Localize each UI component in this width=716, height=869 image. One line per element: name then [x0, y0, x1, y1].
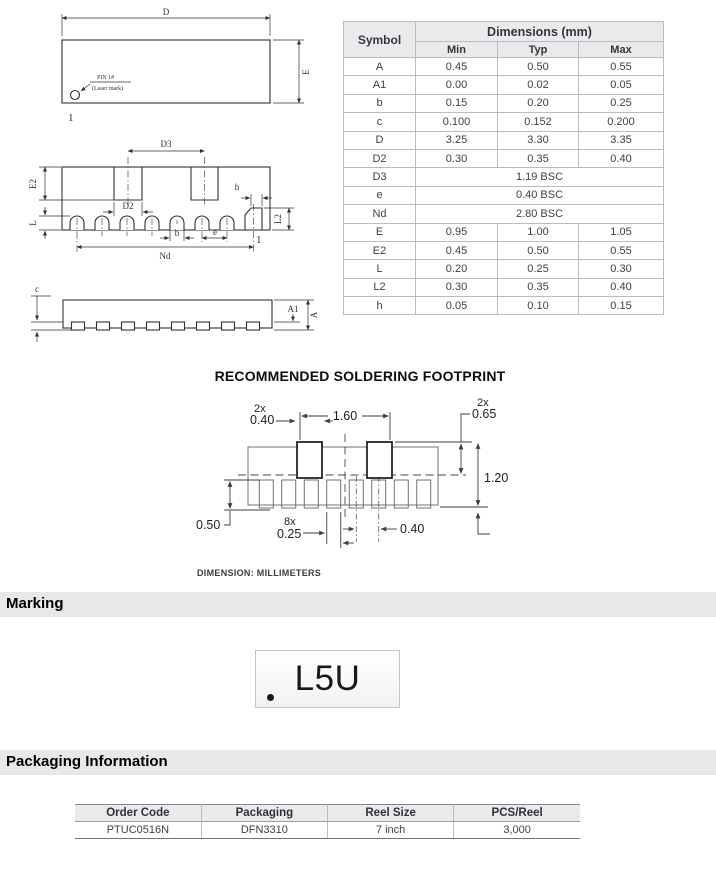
dim-value: 0.20: [416, 260, 498, 278]
lead: [172, 322, 185, 330]
dim-label-Nd: Nd: [159, 251, 171, 261]
marking-section-title: Marking: [6, 595, 64, 612]
dim-0_40-pitch: 0.40: [400, 522, 425, 536]
dim-value: 0.15: [416, 94, 498, 112]
packaging-cell: PTUC0516N: [75, 822, 201, 839]
dim-0_25: 0.25: [277, 527, 302, 541]
dim-value: 2.80 BSC: [416, 205, 664, 223]
dim-row-c: [344, 113, 664, 131]
packaging-col-reel-size: Reel Size: [328, 805, 454, 822]
laser-mark-label: (Laser mark): [92, 86, 124, 92]
dim-row-L: [344, 260, 664, 278]
dim-value: 0.15: [579, 297, 664, 315]
dim-symbol: e: [344, 186, 416, 204]
dim-row-E: [344, 223, 664, 241]
dim-value: 3.25: [416, 131, 498, 149]
column-header-min: Min: [416, 42, 498, 58]
dim-row-e: [344, 186, 664, 204]
marking-section-header: [0, 592, 716, 617]
dim-label-D: D: [162, 7, 170, 17]
lead: [72, 322, 85, 330]
packaging-row: [75, 822, 580, 839]
marking-box: [255, 650, 400, 708]
dim-1_60: 1.60: [332, 409, 358, 423]
packaging-col-pcs-reel: PCS/Reel: [454, 805, 580, 822]
lead: [197, 322, 210, 330]
dim-label-A: A: [309, 311, 319, 319]
packaging-table: [75, 804, 580, 839]
packaging-cell: DFN3310: [201, 822, 327, 839]
dim-value: 0.05: [579, 76, 664, 94]
dim-value: 0.35: [498, 278, 579, 296]
dim-symbol: L2: [344, 278, 416, 296]
packaging-cell: 7 inch: [328, 822, 454, 839]
footprint-pad: [327, 480, 341, 508]
dim-value: 1.19 BSC: [416, 168, 664, 186]
dim-symbol: D3: [344, 168, 416, 186]
dim-8x: 8x: [284, 516, 296, 528]
soldering-footprint-drawing: [190, 392, 530, 564]
dim-value: 0.50: [498, 58, 579, 76]
dim-label-L2: L2: [273, 214, 283, 224]
dim-value: 0.30: [416, 278, 498, 296]
dimensions-group-header: Dimensions (mm): [416, 22, 664, 42]
dim-2x-a: 2x: [254, 403, 266, 415]
package-outline: [248, 447, 438, 505]
dim-value: 0.40: [579, 278, 664, 296]
dim-label-e: e: [213, 227, 217, 237]
dim-row-D: [344, 131, 664, 149]
dim-row-h: [344, 297, 664, 315]
packaging-col-packaging: Packaging: [201, 805, 327, 822]
dim-value: 0.35: [498, 149, 579, 167]
package-bottom-view-drawing: [15, 128, 340, 262]
dim-value: 0.10: [498, 297, 579, 315]
dim-symbol: h: [344, 297, 416, 315]
dim-value: 0.45: [416, 58, 498, 76]
dimensions-table: [343, 21, 664, 315]
dim-value: 0.40 BSC: [416, 186, 664, 204]
package-body-outline: [62, 167, 270, 230]
dim-1_20: 1.20: [484, 471, 509, 485]
pin1-number: 1: [68, 112, 74, 124]
dim-value: 0.00: [416, 76, 498, 94]
dim-value: 0.55: [579, 58, 664, 76]
footprint-pad: [304, 480, 318, 508]
dim-value: 0.40: [579, 149, 664, 167]
footprint-pad: [394, 480, 408, 508]
dim-value: 1.00: [498, 223, 579, 241]
dim-value: 0.95: [416, 223, 498, 241]
dim-label-b: b: [174, 228, 180, 238]
dim-value: 0.45: [416, 241, 498, 259]
dim-value: 0.20: [498, 94, 579, 112]
lead: [97, 322, 110, 330]
package-top-view-drawing: [18, 5, 338, 127]
dim-label-E: E: [301, 69, 311, 75]
dim-value: 0.30: [416, 149, 498, 167]
dim-row-D3: [344, 168, 664, 186]
footprint-title: RECOMMENDED SOLDERING FOOTPRINT: [214, 368, 506, 384]
pin1-label: PIN 1#: [97, 75, 115, 81]
dim-symbol: E2: [344, 241, 416, 259]
dim-symbol: A: [344, 58, 416, 76]
dim-value: 3.35: [579, 131, 664, 149]
package-side-view-drawing: [15, 278, 335, 350]
dim-row-L2: [344, 278, 664, 296]
dim-value: 1.05: [579, 223, 664, 241]
dimension-note: DIMENSION: MILLIMETERS: [197, 568, 322, 578]
dim-symbol: b: [344, 94, 416, 112]
marking-code: L5U: [294, 659, 361, 698]
column-header-typ: Typ: [498, 42, 579, 58]
dim-value: 0.05: [416, 297, 498, 315]
dim-symbol: L: [344, 260, 416, 278]
dim-value: 0.02: [498, 76, 579, 94]
packaging-section-header: [0, 750, 716, 775]
dim-value: 0.25: [579, 94, 664, 112]
dim-symbol: c: [344, 113, 416, 131]
packaging-cell: 3,000: [454, 822, 580, 839]
dim-symbol: A1: [344, 76, 416, 94]
dim-label-h: h: [234, 182, 240, 192]
dim-value: 3.30: [498, 131, 579, 149]
packaging-section-title: Packaging Information: [6, 753, 168, 770]
dim-label-c: c: [35, 284, 39, 294]
dim-label-E2: E2: [28, 179, 38, 189]
dim-label-D2: D2: [122, 201, 134, 211]
lead: [147, 322, 160, 330]
pin1-number: 1: [256, 234, 262, 246]
dim-row-b: [344, 94, 664, 112]
dim-value: 0.25: [498, 260, 579, 278]
footprint-pad: [282, 480, 296, 508]
symbol-header: Symbol: [344, 22, 416, 58]
footprint-pad: [417, 480, 431, 508]
dim-value: 0.30: [579, 260, 664, 278]
dim-label-A1: A1: [287, 304, 299, 314]
package-body-outline: [62, 40, 270, 103]
dim-0_65: 0.65: [472, 407, 497, 421]
column-header-max: Max: [579, 42, 664, 58]
dim-symbol: D: [344, 131, 416, 149]
dim-label-L: L: [28, 220, 38, 226]
dim-value: 0.100: [416, 113, 498, 131]
lead: [222, 322, 235, 330]
dim-symbol: Nd: [344, 205, 416, 223]
dim-0_40-pad: 0.40: [250, 413, 275, 427]
dim-row-A1: [344, 76, 664, 94]
dim-0_50: 0.50: [196, 518, 221, 532]
footprint-pad: [259, 480, 273, 508]
thermal-pad: [297, 442, 322, 478]
lead: [122, 322, 135, 330]
packaging-col-order-code: Order Code: [75, 805, 201, 822]
dim-symbol: E: [344, 223, 416, 241]
thermal-pad: [367, 442, 392, 478]
package-body-outline: [63, 300, 272, 328]
dim-symbol: D2: [344, 149, 416, 167]
packaging-header-row: [75, 805, 580, 822]
dim-label-D3: D3: [160, 139, 172, 149]
pin1-dot-icon: [267, 694, 274, 701]
dim-row-D2: [344, 149, 664, 167]
dim-value: 0.50: [498, 241, 579, 259]
dim-row-Nd: [344, 205, 664, 223]
lead: [247, 322, 260, 330]
dim-value: 0.200: [579, 113, 664, 131]
dim-row-A: [344, 58, 664, 76]
dim-row-E2: [344, 241, 664, 259]
dim-value: 0.55: [579, 241, 664, 259]
dim-value: 0.152: [498, 113, 579, 131]
dim-2x-b: 2x: [477, 397, 489, 409]
